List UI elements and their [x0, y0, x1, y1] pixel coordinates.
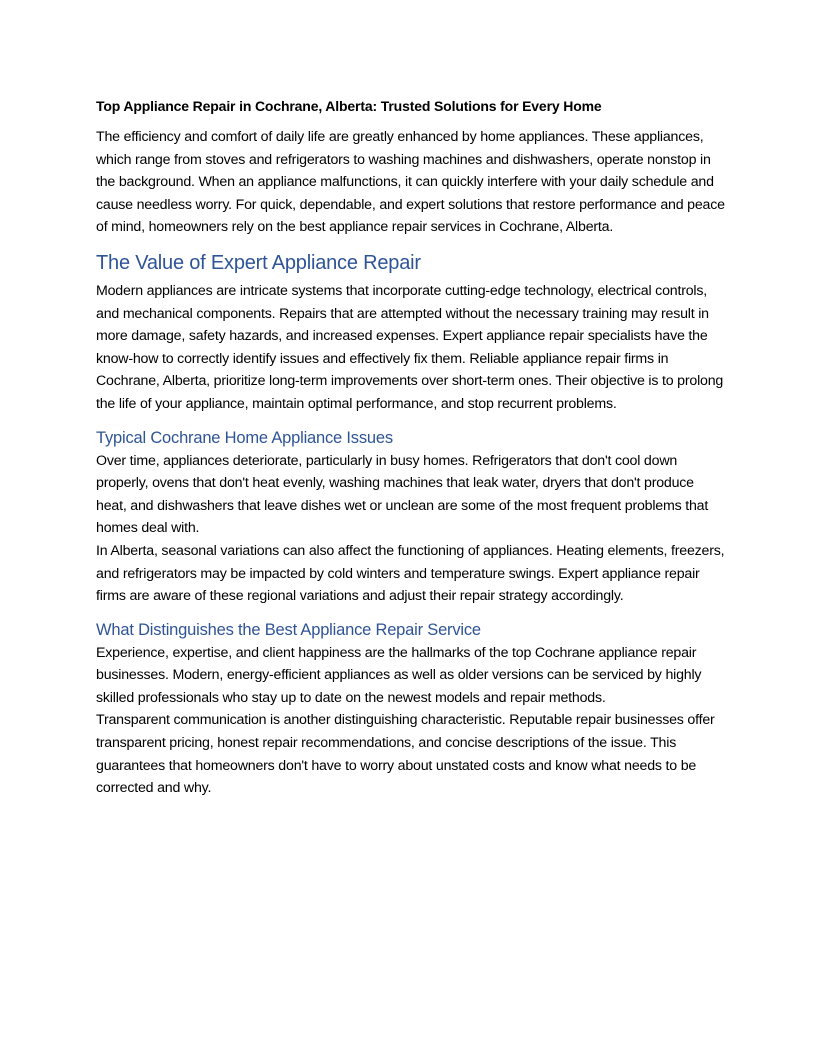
- section-heading: What Distinguishes the Best Appliance Repair Service: [96, 620, 481, 639]
- section-typical-issues: [96, 427, 726, 608]
- section-heading: Typical Cochrane Home Appliance Issues: [96, 428, 393, 447]
- section-paragraph: Modern appliances are intricate systems that incorporate cutting-edge technology, electrical controls, and mechanical components. Repairs that are attempted without the necessary training may result in more damage, safety hazards, and increased expenses. Expert appliance repair specialists have the know-how to correctly identify issues and effectively fix them. Reliable appliance repair firms in Cochrane, Alberta, prioritize long-term improvements over short-term ones. Their objective is to prolong the life of your appliance, maintain optimal performance, and stop recurrent problems.: [96, 282, 724, 412]
- section-best-service: [96, 619, 726, 800]
- section-heading: The Value of Expert Appliance Repair: [96, 251, 421, 274]
- section-paragraph: In Alberta, seasonal variations can also affect the functioning of appliances. Heating elements, freezers, and refrigerators may be impacted by cold winters and temperature swings. Expert appliance repair firms are aware of these regional variations and adjust their repair strategy accordingly.: [96, 542, 725, 605]
- section-paragraph: Over time, appliances deteriorate, particularly in busy homes. Refrigerators that don't cool down properly, ovens that don't heat evenly, washing machines that leak water, dryers that don't produce heat, and dishwashers that leave dishes wet or unclean are some of the most frequent problems that homes deal with.: [96, 452, 709, 537]
- section-paragraph: Experience, expertise, and client happiness are the hallmarks of the top Cochrane appliance repair businesses. Modern, energy-efficient appliances as well as older versions can be serviced by highly skilled professionals who stay up to date on the newest models and repair methods.: [96, 644, 702, 706]
- document-page: [96, 96, 726, 800]
- document-title: Top Appliance Repair in Cochrane, Alberta: Trusted Solutions for Every Home: [96, 98, 602, 114]
- section-expert-repair: [96, 250, 726, 416]
- intro-paragraph: The efficiency and comfort of daily life are greatly enhanced by home appliances. These appliances, which range from stoves and refrigerators to washing machines and dishwashers, operate nonstop in the background. When an appliance malfunctions, it can quickly interfere with your daily schedule and cause needless worry. For quick, dependable, and expert solutions that restore performance and peace of mind, homeowners rely on the best appliance repair services in Cochrane, Alberta.: [96, 129, 725, 236]
- section-paragraph: Transparent communication is another distinguishing characteristic. Reputable repair businesses offer transparent pricing, honest repair recommendations, and concise descriptions of the issue. This guarantees that homeowners don't have to worry about unstated costs and know what needs to be corrected and why.: [96, 712, 715, 797]
